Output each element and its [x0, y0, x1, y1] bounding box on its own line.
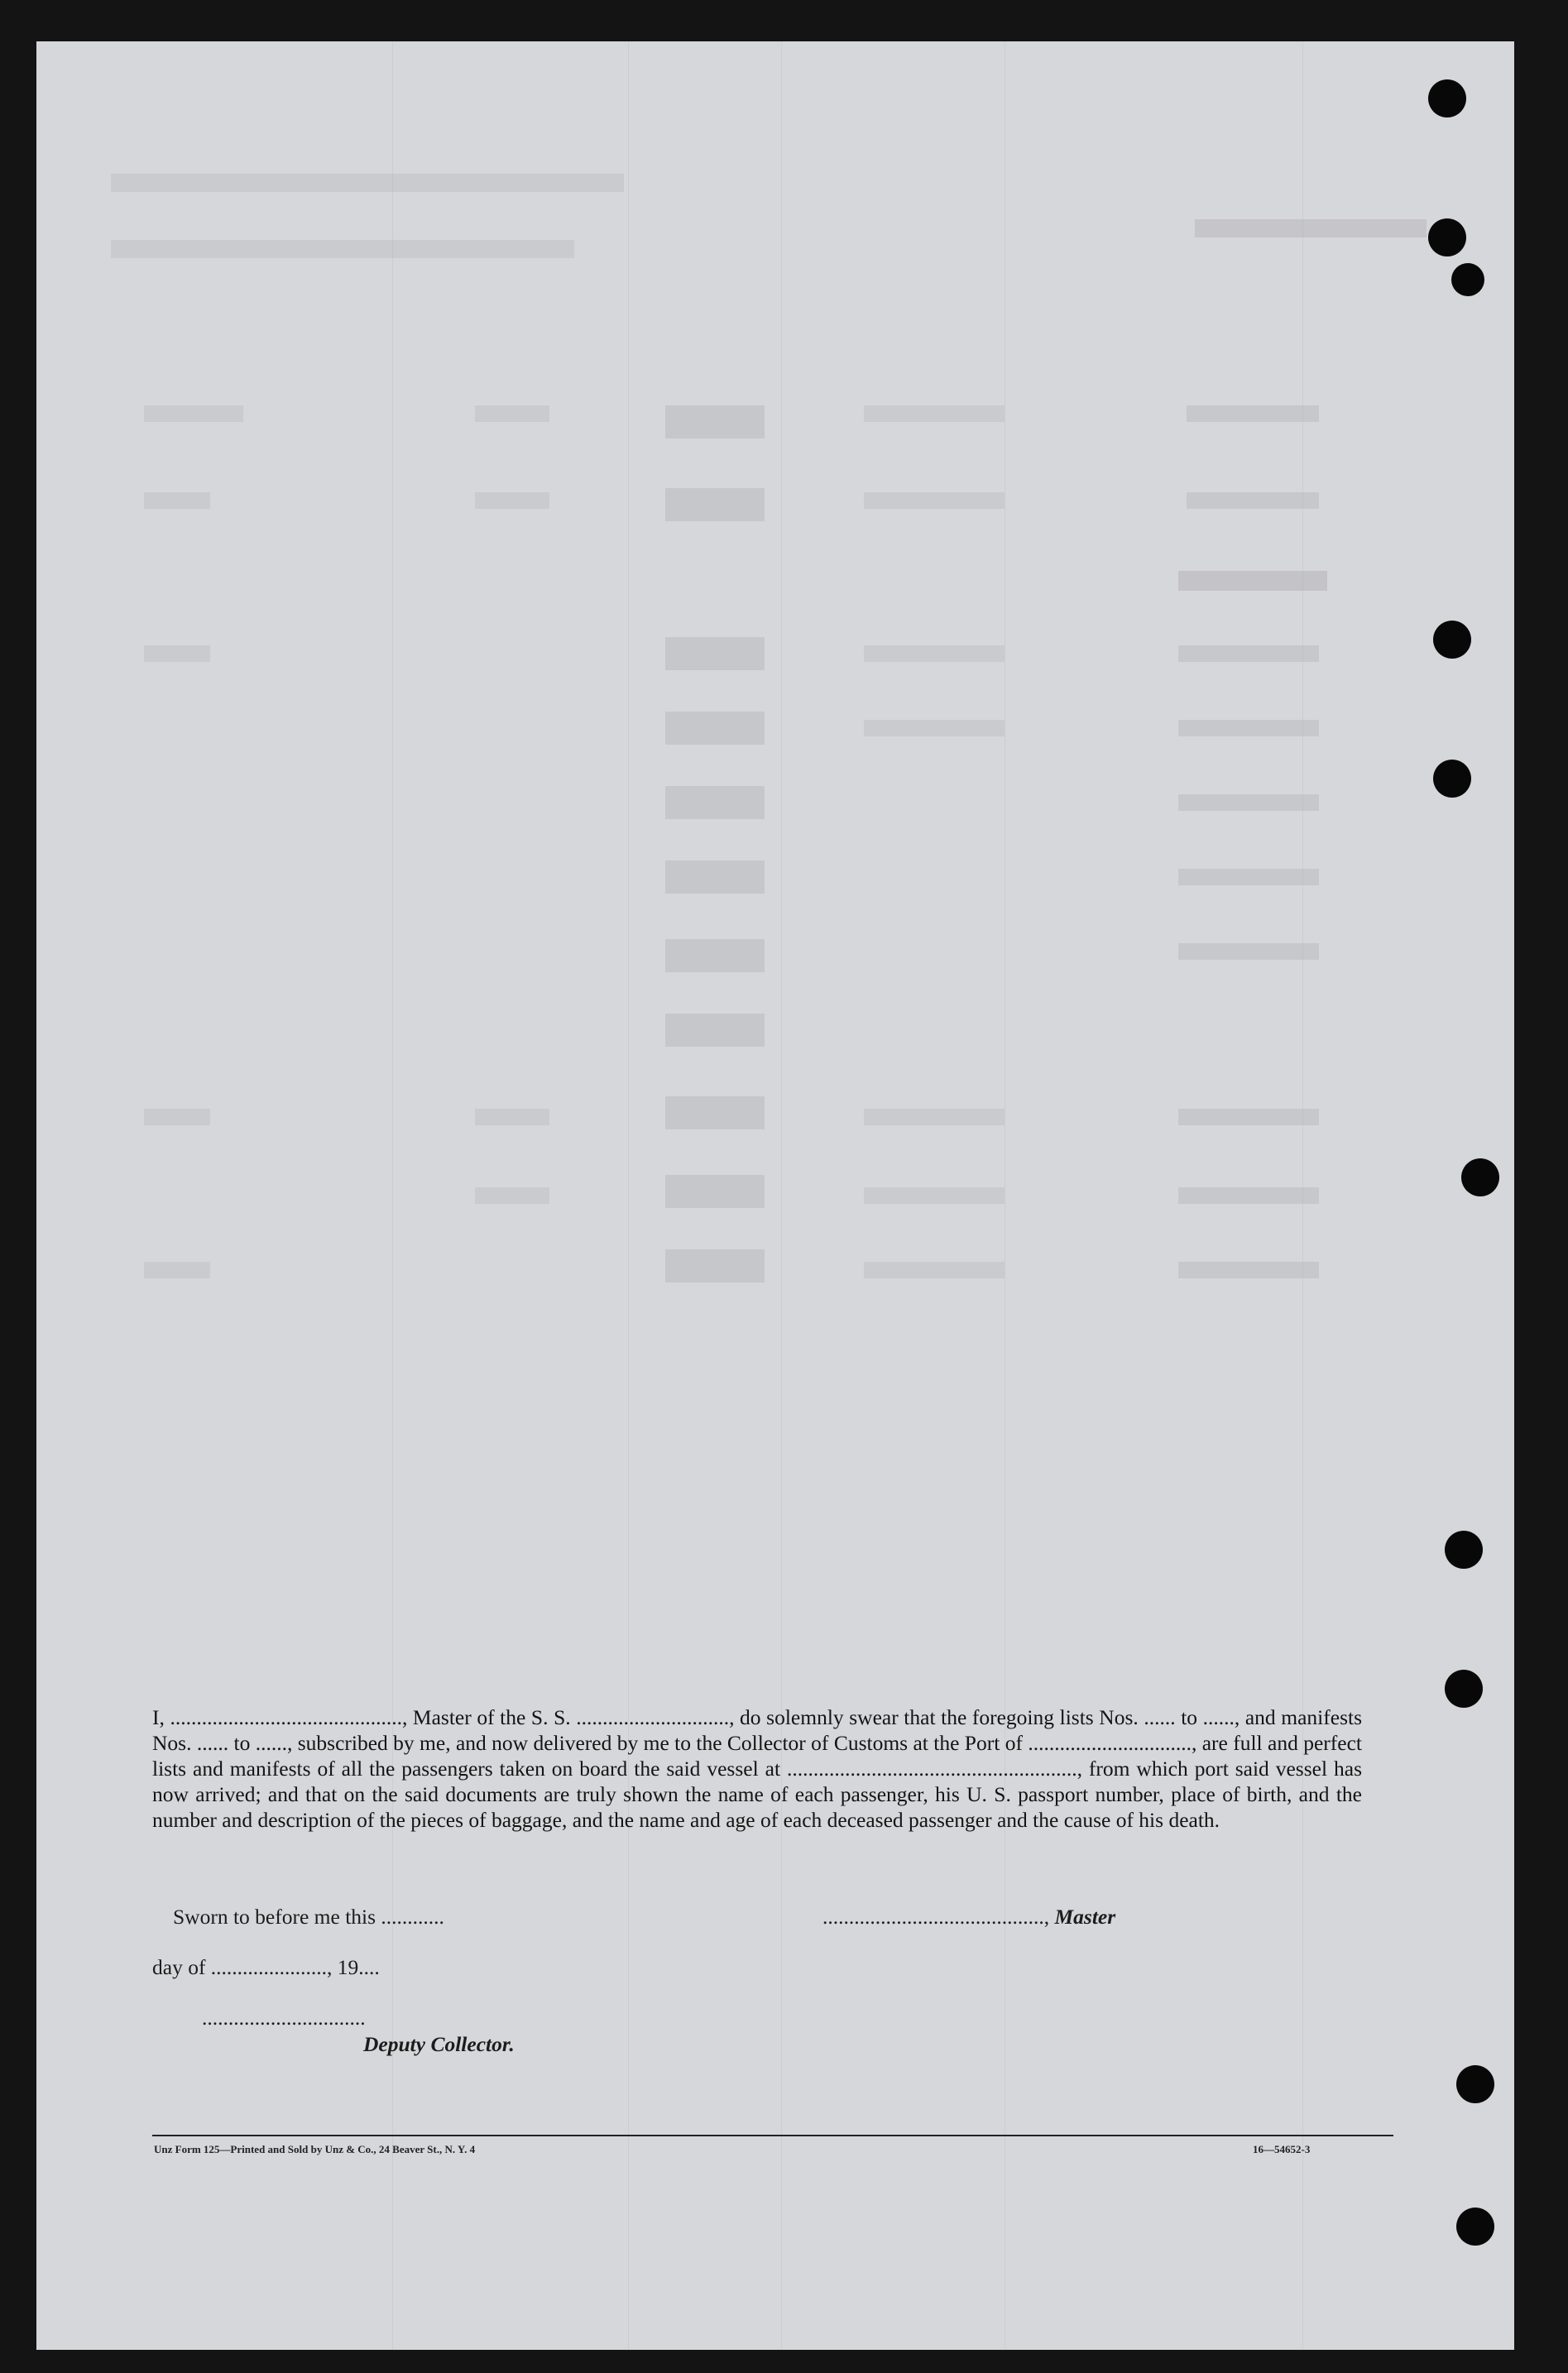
- footer-printer: Unz Form 125—Printed and Sold by Unz & Co., 24 Beaver St., N. Y. 4: [154, 2143, 476, 2155]
- punch-hole: [1428, 218, 1466, 256]
- bleed-through-mark: [864, 1262, 1005, 1278]
- master-oath: [152, 1704, 1362, 1833]
- punch-hole: [1451, 263, 1484, 296]
- bleed-through-mark: [144, 492, 210, 509]
- bleed-through-mark: [1178, 1109, 1319, 1125]
- bleed-through-mark: [144, 1262, 210, 1278]
- punch-hole: [1433, 621, 1471, 659]
- column-rule: [392, 41, 393, 2350]
- bleed-through-mark: [1178, 943, 1319, 960]
- bleed-through-mark: [1178, 1187, 1319, 1204]
- bleed-through-mark: [665, 1014, 765, 1047]
- footer-rule: [152, 2135, 1393, 2136]
- bleed-through-mark: [864, 1187, 1005, 1204]
- bleed-through-mark: [111, 174, 624, 192]
- bleed-through-mark: [1187, 405, 1319, 422]
- punch-hole: [1456, 2065, 1494, 2103]
- bleed-through-mark: [475, 405, 549, 422]
- master-signature-line: [822, 1905, 1115, 1930]
- bleed-through-mark: [475, 1109, 549, 1125]
- bleed-through-mark: [665, 1249, 765, 1282]
- bleed-through-mark: [144, 405, 243, 422]
- column-rule: [628, 41, 629, 2350]
- punch-hole: [1445, 1531, 1483, 1569]
- bleed-through-mark: [864, 405, 1005, 422]
- bleed-through-mark: [1178, 720, 1319, 736]
- bleed-through-mark: [144, 645, 210, 662]
- bleed-through-mark: [665, 939, 765, 972]
- punch-hole: [1433, 760, 1471, 798]
- bleed-through-mark: [665, 786, 765, 819]
- oath-text: I, ............................................, Master of the S. S. ............................., do solemnly swear that the foregoing lists Nos. ...... to ......, and manifests Nos. ...... to ......, subscribed by me, and now delivered by me to the Collector of Customs at the Port of ..............................., are full and perfect lists and manifests of all the passengers taken on board the said vessel at ......................................................., from which port said vessel has now arrived; and that on the said documents are truly shown the name of each passenger, his U. S. passport number, place of birth, and the number and description of the pieces of baggage, and the name and age of each deceased passenger and the cause of his death.: [152, 1705, 1362, 1832]
- bleed-through-mark: [665, 1175, 765, 1208]
- bleed-through-mark: [665, 488, 765, 521]
- bleed-through-mark: [475, 1187, 549, 1204]
- bleed-through-mark: [1178, 869, 1319, 885]
- punch-hole: [1456, 2208, 1494, 2246]
- punch-hole: [1445, 1670, 1483, 1708]
- deputy-collector-label: Deputy Collector.: [363, 2032, 515, 2056]
- bleed-through-mark: [1195, 219, 1427, 237]
- bleed-through-mark: [665, 405, 765, 439]
- bleed-through-mark: [111, 240, 574, 258]
- sworn-line: Sworn to before me this ............: [173, 1905, 444, 1929]
- bleed-through-mark: [864, 1109, 1005, 1125]
- manifest-page: [36, 41, 1514, 2350]
- bleed-through-mark: [864, 645, 1005, 662]
- bleed-through-mark: [665, 861, 765, 894]
- bleed-through-mark: [864, 492, 1005, 509]
- bleed-through-mark: [475, 492, 549, 509]
- column-rule: [781, 41, 782, 2350]
- footer-form-number: 16—54652-3: [1253, 2143, 1311, 2155]
- punch-hole: [1428, 79, 1466, 117]
- bleed-through-mark: [144, 1109, 210, 1125]
- bleed-through-mark: [1178, 571, 1327, 591]
- punch-hole: [1461, 1158, 1499, 1196]
- bleed-through-mark: [1187, 492, 1319, 509]
- bleed-through-mark: [1178, 645, 1319, 662]
- bleed-through-mark: [1178, 1262, 1319, 1278]
- bleed-through-mark: [1178, 794, 1319, 811]
- bleed-through-mark: [665, 1096, 765, 1129]
- day-of-line: day of ......................, 19....: [152, 1955, 380, 1979]
- deputy-dots: ...............................: [202, 2006, 366, 2030]
- master-label: Master: [1054, 1905, 1116, 1929]
- bleed-through-mark: [864, 720, 1005, 736]
- master-dots: ..........................................,: [822, 1905, 1050, 1929]
- bleed-through-mark: [665, 637, 765, 670]
- bleed-through-mark: [665, 712, 765, 745]
